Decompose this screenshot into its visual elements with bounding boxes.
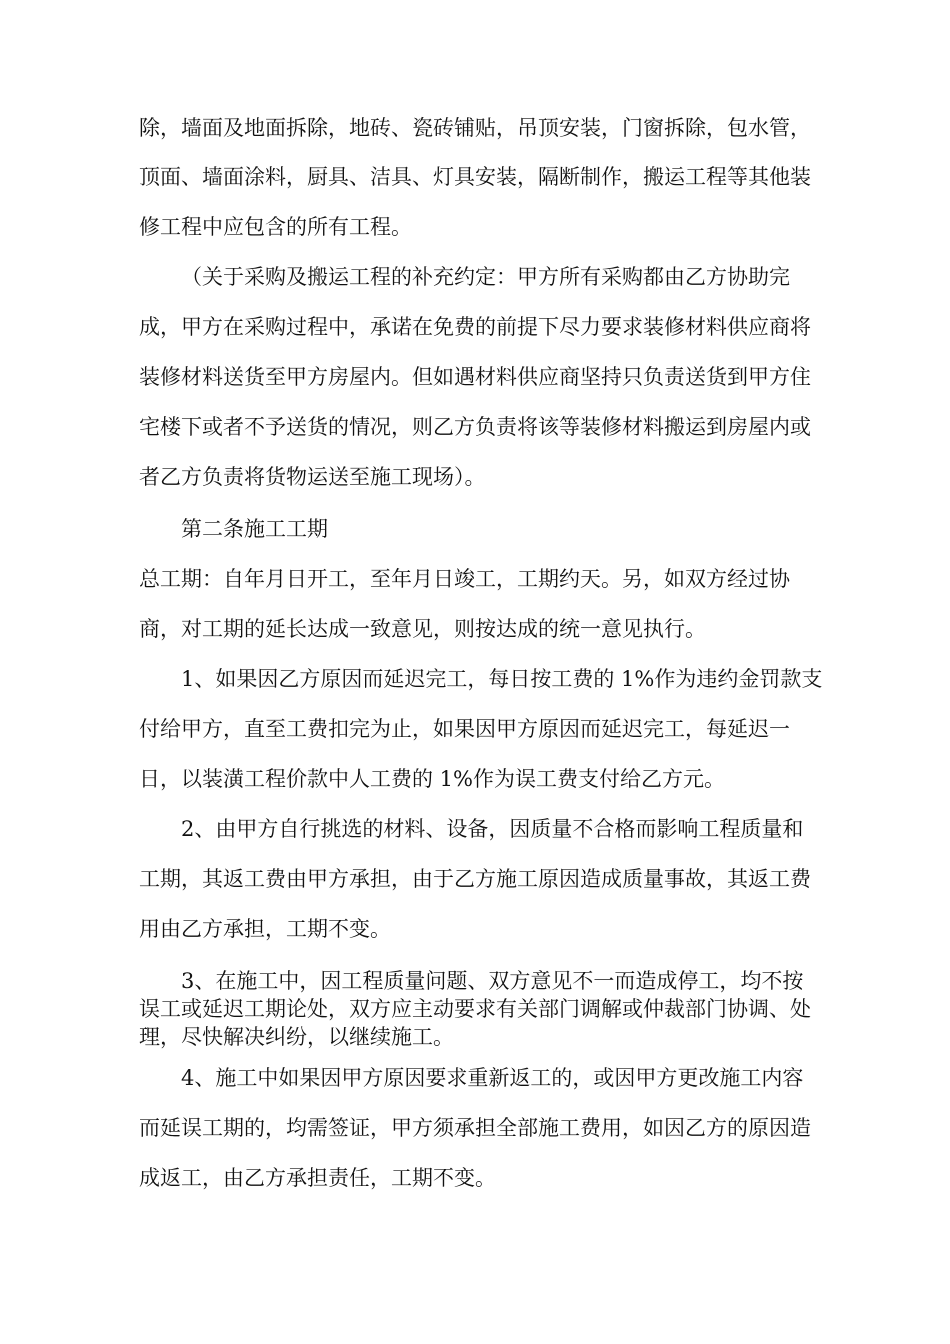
paragraph-line: 总工期：自年月日开工，至年月日竣工，工期约天。另，如双方经过协 [139,567,790,591]
paragraph-line: 装修材料送货至甲方房屋内。但如遇材料供应商坚持只负责送货到甲方住 [139,365,811,389]
paragraph-line: 工期，其返工费由甲方承担，由于乙方施工原因造成质量事故，其返工费 [139,867,811,891]
paragraph-line: 用由乙方承担，工期不变。 [139,917,391,941]
paragraph-line: 者乙方负责将货物运送至施工现场）。 [139,465,486,489]
paragraph-line: （关于采购及搬运工程的补充约定：甲方所有采购都由乙方协助完 [181,265,790,289]
paragraph-line: 商，对工期的延长达成一致意见，则按达成的统一意见执行。 [139,617,706,641]
paragraph-line: 1、如果因乙方原因而延迟完工，每日按工费的 1%作为违约金罚款支 [181,667,823,691]
paragraph-line: 而延误工期的，均需签证，甲方须承担全部施工费用，如因乙方的原因造 [139,1116,811,1140]
paragraph-line: 顶面、墙面涂料，厨具、洁具、灯具安装，隔断制作，搬运工程等其他装 [139,165,811,189]
paragraph-line: 误工或延迟工期论处，双方应主动要求有关部门调解或仲裁部门协调、处 [139,997,811,1021]
paragraph-line: 除，墙面及地面拆除，地砖、瓷砖铺贴，吊顶安装，门窗拆除，包水管， [139,116,811,140]
paragraph-line: 付给甲方，直至工费扣完为止，如果因甲方原因而延迟完工，每延迟一 [139,717,790,741]
paragraph-line: 4、施工中如果因甲方原因要求重新返工的，或因甲方更改施工内容 [181,1066,804,1090]
paragraph-line: 日，以装潢工程价款中人工费的 1%作为误工费支付给乙方元。 [139,767,725,791]
paragraph-line: 2、由甲方自行挑选的材料、设备，因质量不合格而影响工程质量和 [181,817,804,841]
paragraph-line: 成，甲方在采购过程中，承诺在免费的前提下尽力要求装修材料供应商将 [139,315,811,339]
paragraph-line: 理，尽快解决纠纷，以继续施工。 [139,1025,454,1049]
paragraph-line: 3、在施工中，因工程质量问题、双方意见不一而造成停工，均不按 [181,969,804,993]
paragraph-line: 宅楼下或者不予送货的情况，则乙方负责将该等装修材料搬运到房屋内或 [139,415,811,439]
paragraph-line: 成返工，由乙方承担责任，工期不变。 [139,1166,496,1190]
paragraph-line: 修工程中应包含的所有工程。 [139,215,412,239]
section-heading: 第二条施工工期 [181,517,328,541]
